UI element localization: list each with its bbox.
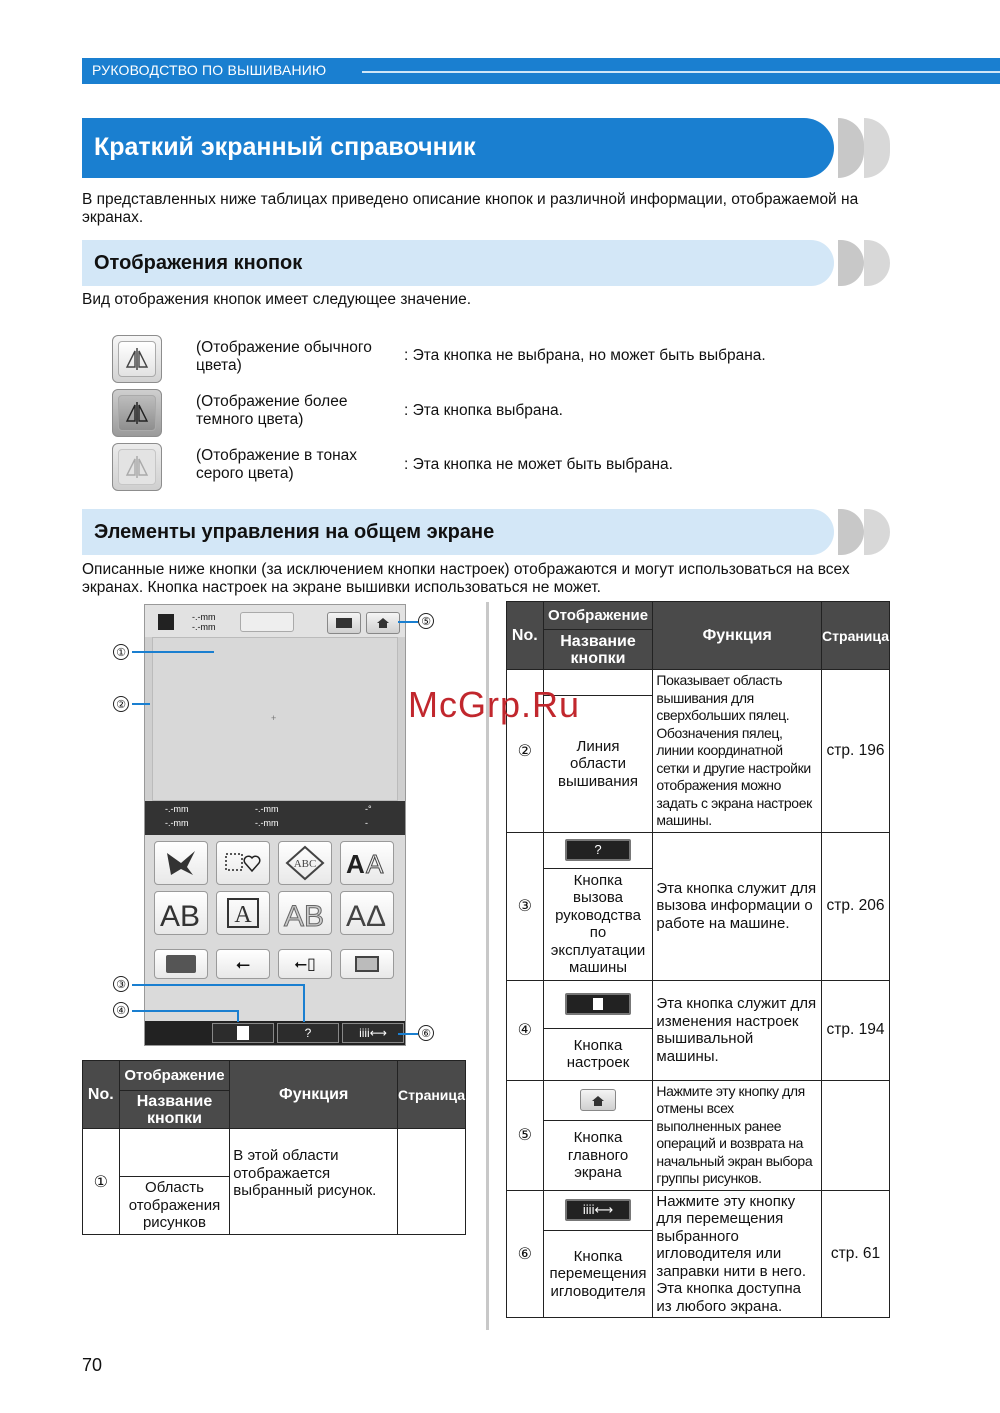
- section-heading: Отображения кнопок: [94, 252, 303, 274]
- col-display: Отображение: [543, 602, 653, 630]
- callout-line: [132, 703, 150, 705]
- callout-6: ⑥: [418, 1025, 434, 1041]
- mirror-icon: [124, 401, 150, 425]
- svg-text:AB: AB: [284, 900, 325, 930]
- center-mark: +: [271, 713, 277, 723]
- needle-move-icon: iiii⟷: [359, 1026, 387, 1040]
- row-name: Кнопка перемещения игловодителя: [543, 1230, 653, 1317]
- info-offset-h: -.-mm: [255, 818, 279, 828]
- display-cell: [543, 1080, 653, 1121]
- settings-button-icon: [565, 993, 631, 1015]
- col-function: Функция: [230, 1061, 398, 1129]
- row-no: ③: [507, 832, 544, 980]
- svg-text:A: A: [346, 849, 365, 879]
- display-cell: [543, 980, 653, 1028]
- selected-button-sample: [112, 389, 162, 437]
- help-button[interactable]: [277, 1023, 339, 1043]
- row-name: Область отображения рисунков: [119, 1177, 230, 1235]
- category-font-button[interactable]: [340, 841, 394, 885]
- usb-button[interactable]: [216, 949, 270, 979]
- pattern-size-icon: [158, 614, 174, 630]
- category-frame-button[interactable]: [216, 841, 270, 885]
- callout-1: ①: [113, 644, 129, 660]
- header-section-title: РУКОВОДСТВО ПО ВЫШИВАНИЮ: [92, 62, 327, 78]
- computer-icon: [355, 956, 379, 972]
- decorative-a-icon: [225, 896, 261, 930]
- home-icon: [376, 617, 390, 629]
- callout-line: [132, 1010, 238, 1012]
- col-page: Страница: [822, 602, 890, 670]
- row-function: Нажмите эту кнопку для отмены всех выполненных ранее операций и возврата на начальный экран выбора группы рисунков.: [653, 1080, 822, 1190]
- info-angle: -°: [365, 804, 372, 814]
- section-chevron: [864, 509, 890, 555]
- display-dark-meaning: : Эта кнопка выбрана.: [404, 402, 563, 419]
- help-icon: ?: [304, 1026, 312, 1040]
- greek-alphabet-icon: [344, 896, 390, 930]
- banner-chevron: [838, 118, 864, 178]
- monitor-icon: [336, 618, 352, 628]
- col-name: Название кнопки: [543, 630, 653, 670]
- row-function: Эта кнопка служит для вызова информации о работе на машине.: [653, 832, 822, 980]
- size-readout: -.-mm -.-mm: [192, 612, 216, 632]
- callout-4: ④: [113, 1002, 129, 1018]
- machine-memory-button[interactable]: [154, 949, 208, 979]
- home-icon: [591, 1095, 605, 1107]
- section-lead: Описанные ниже кнопки (за исключением кнопки настроек) отображаются и могут использоваться на всех экранах. Кнопка настроек на экране вышивки использоваться не может.: [82, 561, 850, 596]
- callout-line: [132, 984, 304, 986]
- section-heading: Элементы управления на общем экране: [94, 521, 495, 543]
- needle-bar-move-button[interactable]: [342, 1023, 404, 1043]
- callout-line: [237, 1010, 239, 1022]
- info-offset-v: -.-mm: [255, 804, 279, 814]
- font-aa-icon: [344, 847, 390, 879]
- display-cell: [543, 832, 653, 868]
- display-gray-meaning: : Эта кнопка не может быть выбрана.: [404, 456, 673, 473]
- usb-mouse-button[interactable]: [278, 949, 332, 979]
- watermark: McGrp.Ru: [408, 684, 581, 725]
- row-name: Кнопка настроек: [543, 1028, 653, 1080]
- section-chevron: [838, 509, 864, 555]
- header-rule: [362, 71, 1000, 73]
- info-colors: -: [365, 818, 368, 828]
- disabled-button-sample: [112, 443, 162, 491]
- category-animal-button[interactable]: [154, 841, 208, 885]
- col-page: Страница: [398, 1061, 466, 1129]
- computer-button[interactable]: [340, 949, 394, 979]
- row-function: В этой области отображается выбранный рисунок.: [230, 1129, 398, 1235]
- page-number: 70: [82, 1355, 103, 1375]
- col-name: Название кнопки: [119, 1091, 230, 1129]
- svg-text:AΔ: AΔ: [346, 900, 387, 930]
- usb-icon: ⭠: [235, 953, 251, 974]
- home-button[interactable]: [366, 612, 400, 634]
- row-function: Эта кнопка служит для изменения настроек вышивальной машины.: [653, 980, 822, 1080]
- row-name: Кнопка главного экрана: [543, 1121, 653, 1190]
- category-alphabet-button[interactable]: [154, 891, 208, 935]
- row-page: стр. 61: [822, 1190, 890, 1318]
- row-name: Кнопка вызова руководства по эксплуатации машины: [543, 868, 653, 980]
- row-function: Показывает область вышивания для сверхбольших пялец. Обозначения пялец, линии координатной сетки и другие настройки отображения можно задать с экрана настроек машины.: [653, 670, 822, 833]
- settings-button[interactable]: [212, 1023, 274, 1043]
- callout-line: [398, 1033, 418, 1035]
- col-no: No.: [83, 1061, 120, 1129]
- row-no: ①: [83, 1129, 120, 1235]
- svg-text:A: A: [366, 849, 384, 879]
- intro-paragraph: В представленных ниже таблицах приведено описание кнопок и различной информации, отображаемой на экранах.: [82, 191, 859, 226]
- display-normal-meaning: : Эта кнопка не выбрана, но может быть выбрана.: [404, 347, 766, 364]
- callout-line: [132, 651, 214, 653]
- section-chevron: [838, 240, 864, 286]
- row-function: Нажмите эту кнопку для перемещения выбранного игловодителя или заправки нити в него. Эта кнопка доступна из любого экрана.: [653, 1190, 822, 1318]
- display-normal-label: (Отображение обычного цвета): [196, 339, 372, 374]
- row-page: стр. 196: [822, 670, 890, 833]
- bird-icon: [163, 847, 199, 879]
- monogram-icon: [285, 845, 325, 881]
- display-gray-label: (Отображение в тонах серого цвета): [196, 447, 358, 482]
- page-title: Краткий экранный справочник: [94, 133, 476, 161]
- left-reference-table: [82, 1060, 466, 1235]
- display-cell: [543, 1190, 653, 1230]
- settings-icon: [237, 1026, 249, 1040]
- display-cell: [119, 1129, 230, 1177]
- row-no: ④: [507, 980, 544, 1080]
- row-page: [398, 1129, 466, 1235]
- alphabet-icon: [158, 896, 204, 930]
- screen-info-bar: [145, 801, 405, 835]
- needle-move-button-icon: iiii⟷: [565, 1199, 631, 1221]
- row-page: стр. 206: [822, 832, 890, 980]
- category-greek-button[interactable]: [340, 891, 394, 935]
- mirror-icon: [124, 347, 150, 371]
- category-outline-alphabet-button[interactable]: [278, 891, 332, 935]
- section-lead: Вид отображения кнопок имеет следующее значение.: [82, 291, 472, 308]
- col-no: No.: [507, 602, 544, 670]
- category-monogram-button[interactable]: [278, 841, 332, 885]
- row-no: ②: [507, 670, 544, 833]
- svg-text:A: A: [234, 902, 252, 928]
- usb-mouse-icon: ⭠▯: [294, 956, 316, 973]
- callout-2: ②: [113, 696, 129, 712]
- help-button-icon: ?: [565, 839, 631, 861]
- display-dark-label: (Отображение более темного цвета): [196, 393, 348, 428]
- callout-line: [303, 984, 305, 1022]
- machine-memory-icon: [166, 955, 196, 973]
- section-chevron: [864, 240, 890, 286]
- row-page: стр. 194: [822, 980, 890, 1080]
- mirror-icon: [124, 455, 150, 479]
- callout-5: ⑤: [418, 613, 434, 629]
- category-decorative-alphabet-button[interactable]: [216, 891, 270, 935]
- row-page: [822, 1080, 890, 1190]
- row-no: ⑤: [507, 1080, 544, 1190]
- hoop-icon: [240, 612, 294, 632]
- svg-text:AB: AB: [160, 900, 201, 930]
- normal-button-sample: [112, 335, 162, 383]
- info-height: -.-mm: [165, 804, 189, 814]
- row-name: Линия области вышивания: [543, 696, 653, 832]
- row-no: ⑥: [507, 1190, 544, 1318]
- settings-icon: [593, 998, 603, 1010]
- banner-chevron: [864, 118, 890, 178]
- svg-text:ABC: ABC: [293, 858, 317, 870]
- frame-heart-icon: [223, 849, 263, 877]
- callout-line: [398, 621, 418, 623]
- display-toggle-button[interactable]: [327, 612, 361, 634]
- col-display: Отображение: [119, 1061, 230, 1091]
- col-function: Функция: [653, 602, 822, 670]
- info-width: -.-mm: [165, 818, 189, 828]
- callout-3: ③: [113, 976, 129, 992]
- home-button-icon: [580, 1089, 616, 1111]
- outline-alphabet-icon: [282, 896, 328, 930]
